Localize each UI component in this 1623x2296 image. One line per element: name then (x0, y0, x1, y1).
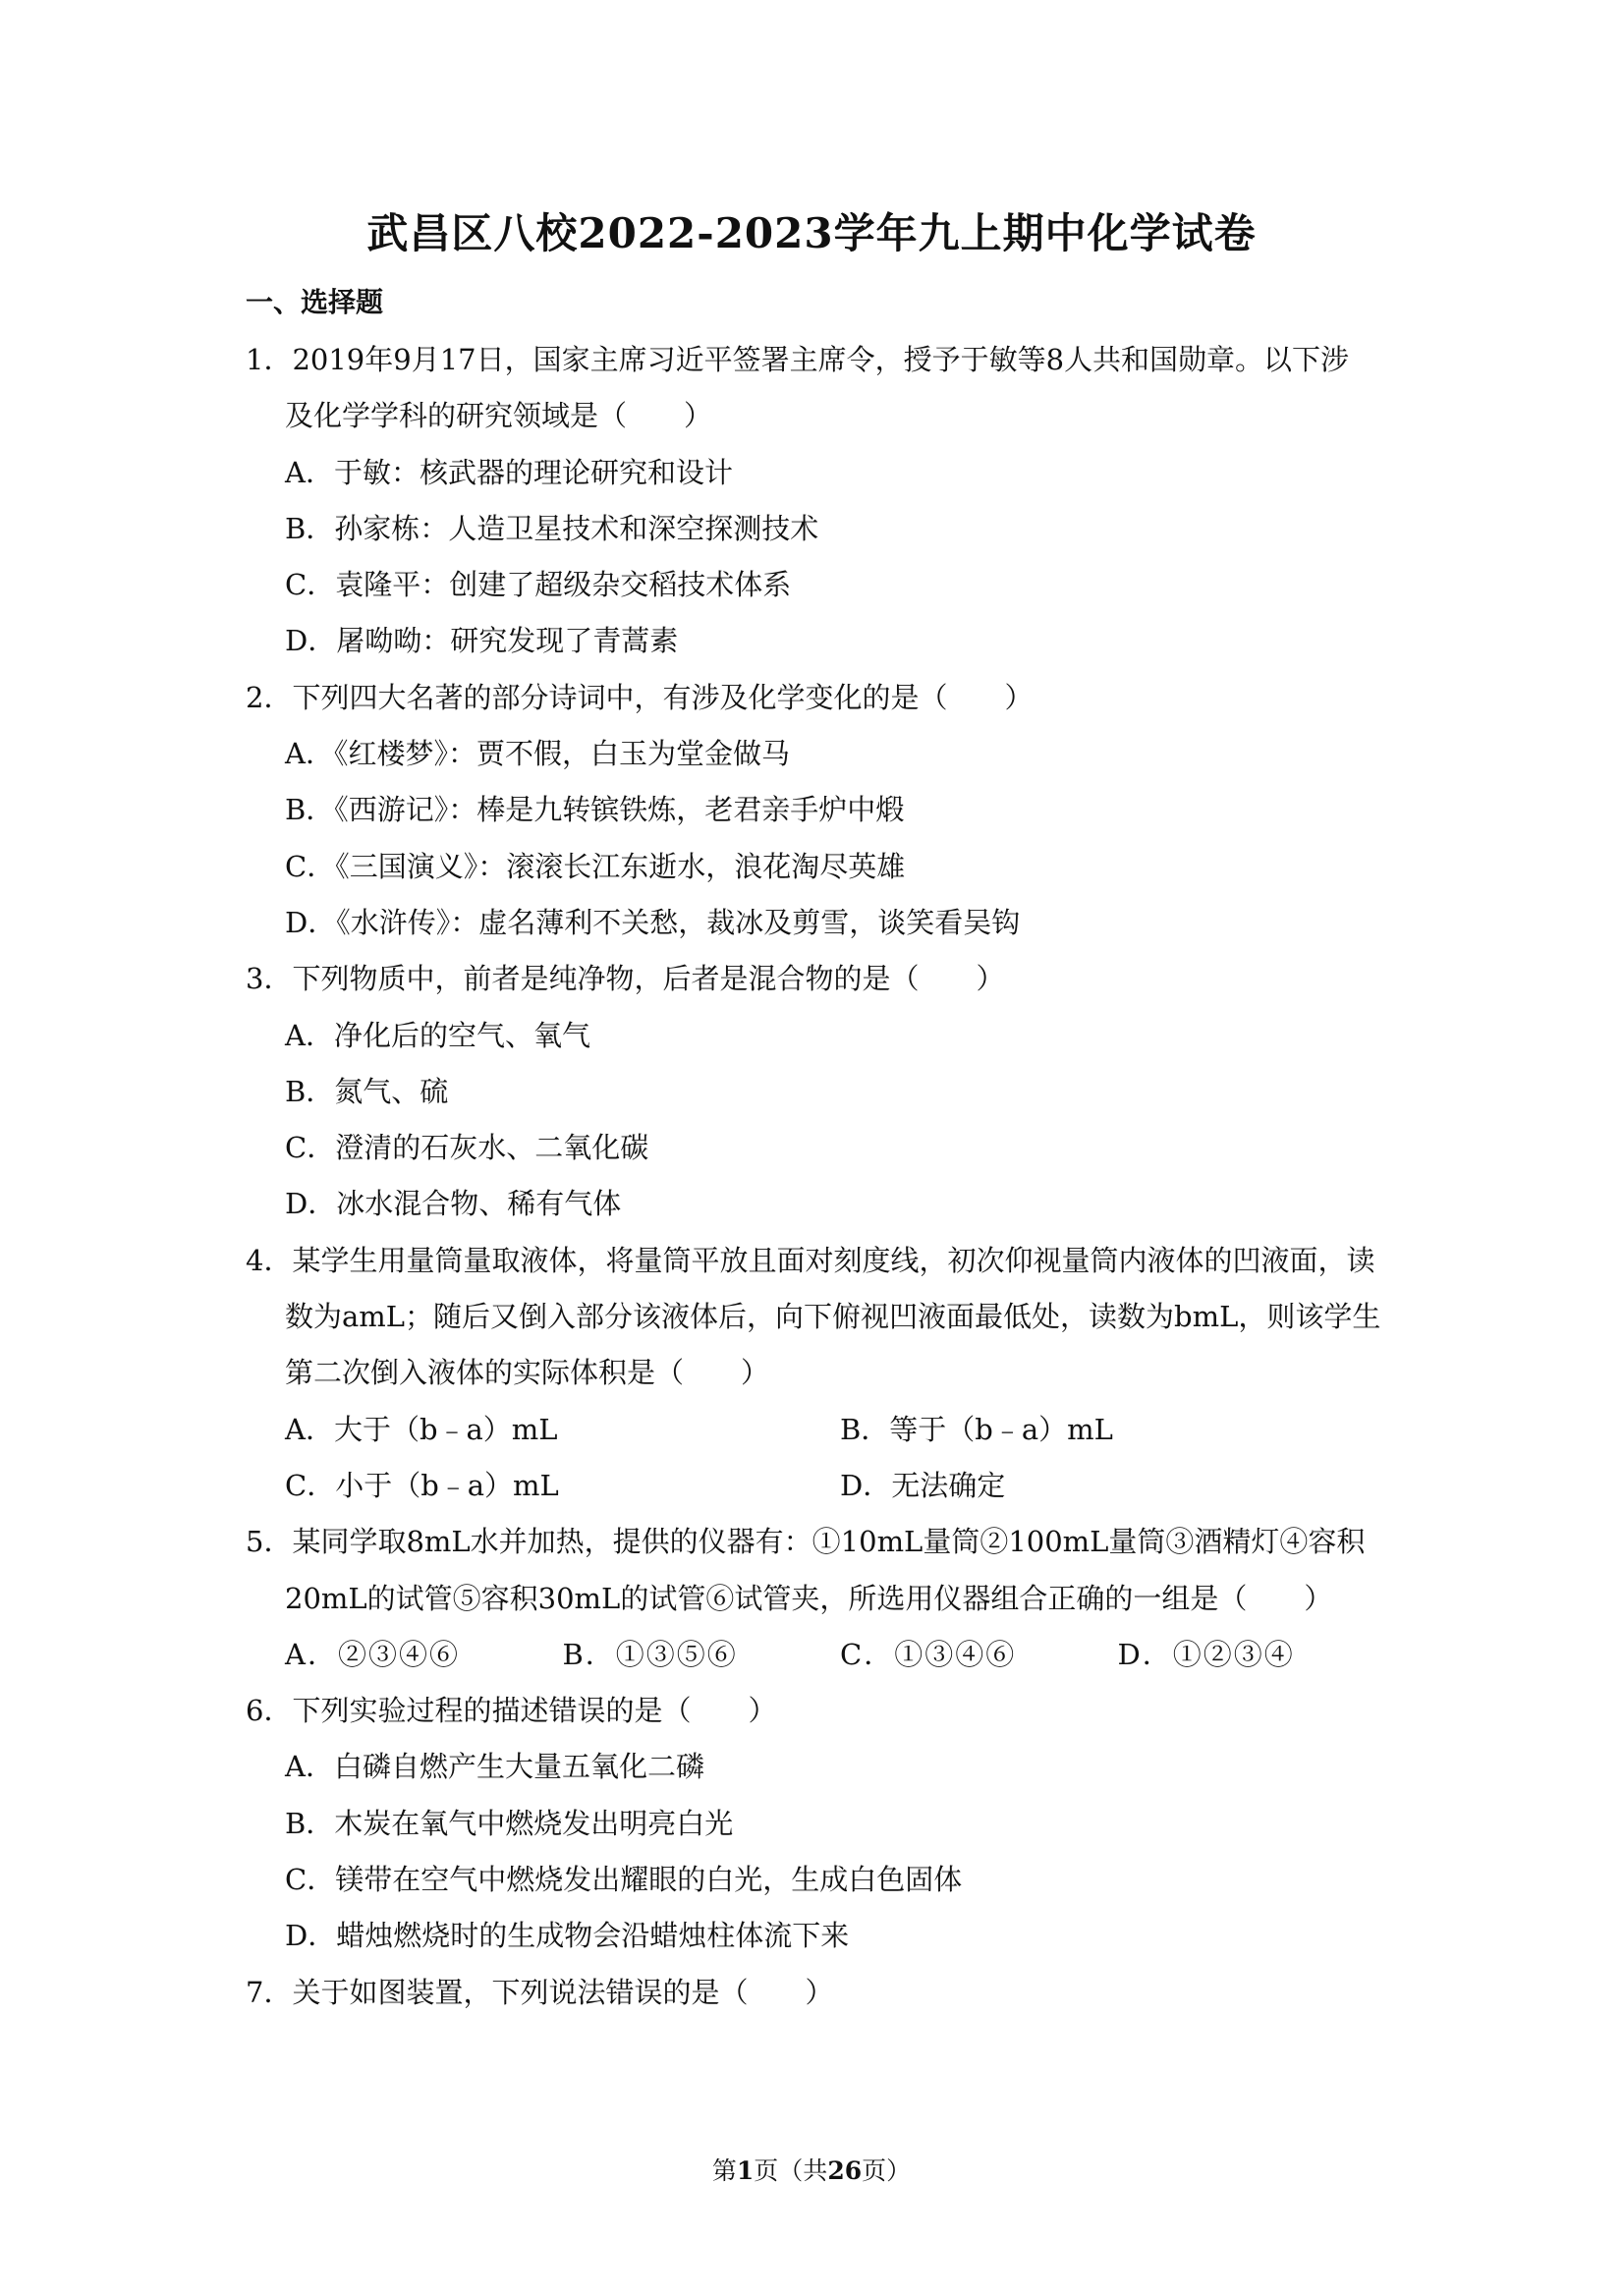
option-b: B．等于（b﹣a）mL (840, 1412, 1113, 1446)
option-c: C．小于（b﹣a）mL (285, 1468, 559, 1502)
question-text: 关于如图装置，下列说法错误的是（ ） (292, 1975, 834, 2009)
option-row (246, 1402, 1395, 1458)
option-b: B．孙家栋：人造卫星技术和深空探测技术 (285, 511, 819, 545)
question-stem (246, 1965, 1395, 2021)
question-text-continued: 20mL的试管⑤容积30mL的试管⑥试管夹，所选用仪器组合正确的一组是（ ） (285, 1581, 1333, 1615)
question-stem (246, 1514, 1395, 1570)
option-d: D．《水浒传》：虚名薄利不关愁，裁冰及剪雪，谈笑看吴钩 (285, 905, 1021, 939)
question-number: 6． (246, 1694, 293, 1728)
question-text-continued: 及化学学科的研究领域是（ ） (285, 399, 713, 433)
question-6 (246, 1683, 1395, 1964)
question-stem (246, 670, 1395, 726)
option-a: A．《红楼梦》：贾不假，白玉为堂金做马 (285, 737, 790, 771)
question-3 (246, 951, 1395, 1232)
question-text-continued: 数为amL；随后又倒入部分该液体后，向下俯视凹液面最低处，读数为bmL，则该学生 (285, 1300, 1381, 1334)
page-number: 1 (736, 2156, 755, 2185)
question-number: 2． (246, 680, 293, 714)
footer-prefix: 第 (711, 2156, 737, 2185)
footer-middle: 页（共 (754, 2156, 828, 2185)
question-7 (246, 1965, 1395, 2021)
question-number: 5． (246, 1525, 293, 1559)
option-c: C．澄清的石灰水、二氧化碳 (285, 1131, 649, 1165)
question-list (246, 332, 1395, 2021)
option-d: D．①②③④ (1117, 1637, 1295, 1671)
question-stem (246, 951, 1395, 1007)
option-a: A．净化后的空气、氧气 (285, 1018, 590, 1052)
option-b: B．木炭在氧气中燃烧发出明亮白光 (285, 1806, 734, 1840)
option-a: A．大于（b﹣a）mL (285, 1412, 558, 1446)
question-5 (246, 1514, 1395, 1683)
page-footer (0, 2152, 1623, 2187)
option-a: A．于敏：核武器的理论研究和设计 (285, 455, 733, 489)
question-text-continued: 第二次倒入液体的实际体积是（ ） (285, 1356, 770, 1390)
option-c: C．镁带在空气中燃烧发出耀眼的白光，生成白色固体 (285, 1863, 963, 1897)
option-d: D．无法确定 (840, 1468, 1006, 1502)
option-b: B．①③⑤⑥ (562, 1637, 738, 1671)
question-1 (246, 332, 1395, 670)
option-row (246, 1627, 1395, 1683)
question-4 (246, 1233, 1395, 1514)
question-number: 3． (246, 962, 293, 996)
question-text: 下列物质中，前者是纯净物，后者是混合物的是（ ） (292, 962, 1005, 996)
question-stem (246, 1233, 1395, 1289)
option-d: D．冰水混合物、稀有气体 (285, 1187, 622, 1221)
question-text: 某学生用量筒量取液体，将量筒平放且面对刻度线，初次仰视量筒内液体的凹液面，读 (292, 1243, 1375, 1277)
question-text: 下列实验过程的描述错误的是（ ） (292, 1694, 777, 1728)
page-title: 武昌区八校2022-2023学年九上期中化学试卷 (366, 209, 1257, 257)
question-stem (246, 1683, 1395, 1739)
option-row (246, 1458, 1395, 1514)
section-heading: 一、选择题 (246, 286, 384, 318)
option-d: D．蜡烛燃烧时的生成物会沿蜡烛柱体流下来 (285, 1919, 850, 1953)
question-2 (246, 670, 1395, 951)
option-c: C．①③④⑥ (840, 1637, 1017, 1671)
option-c: C．袁隆平：创建了超级杂交稻技术体系 (285, 568, 792, 602)
option-c: C．《三国演义》：滚滚长江东逝水，浪花淘尽英雄 (285, 849, 906, 883)
question-stem (246, 332, 1395, 388)
option-b: B．氮气、硫 (285, 1074, 449, 1108)
question-number: 7． (246, 1975, 293, 2009)
footer-suffix: 页） (862, 2156, 912, 2185)
option-d: D．屠呦呦：研究发现了青蒿素 (285, 624, 679, 658)
question-text: 下列四大名著的部分诗词中，有涉及化学变化的是（ ） (292, 680, 1034, 714)
question-text: 2019年9月17日，国家主席习近平签署主席令，授予于敏等8人共和国勋章。以下涉 (292, 343, 1350, 376)
page-total: 26 (827, 2156, 863, 2185)
question-number: 4． (246, 1243, 293, 1277)
option-a: A．白磷自燃产生大量五氧化二磷 (285, 1750, 704, 1784)
option-b: B．《西游记》：棒是九转镔铁炼，老君亲手炉中煅 (285, 793, 905, 827)
option-a: A．②③④⑥ (285, 1637, 460, 1671)
question-number: 1． (246, 343, 293, 376)
question-text: 某同学取8mL水并加热，提供的仪器有：①10mL量筒②100mL量筒③酒精灯④容积 (292, 1525, 1366, 1559)
